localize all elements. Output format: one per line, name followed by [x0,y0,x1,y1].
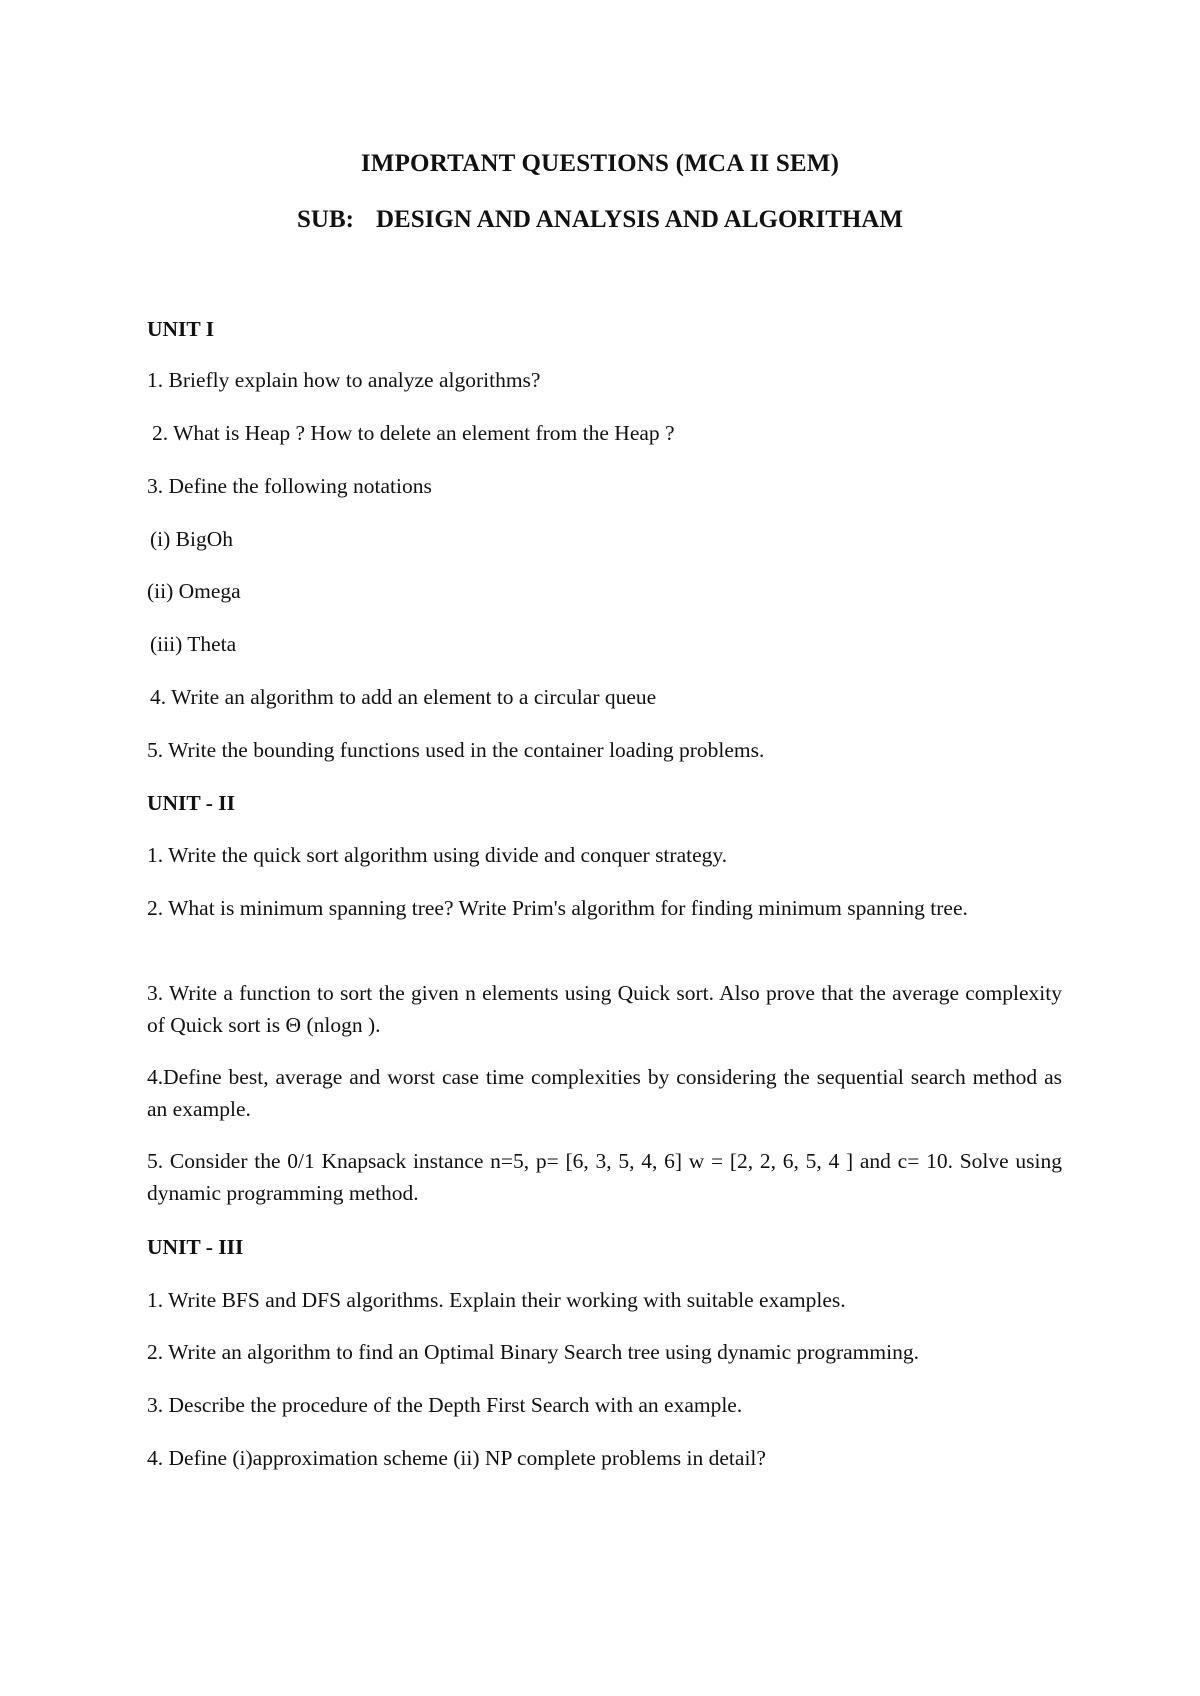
document-title: IMPORTANT QUESTIONS (MCA II SEM) [360,150,840,177]
unit-1-question-3-option-ii: (ii) Omega [147,579,241,603]
unit-2-question-1: 1. Write the quick sort algorithm using divide and conquer strategy. [147,843,728,867]
unit-1-question-2: 2. What is Heap ? How to delete an element from the Heap ? [152,421,675,445]
unit-1-question-1: 1. Briefly explain how to analyze algorithms? [147,368,541,392]
unit-1-question-3: 3. Define the following notations [147,474,432,498]
unit-3-question-1: 1. Write BFS and DFS algorithms. Explain their working with suitable examples. [147,1288,846,1312]
unit-2-question-4: 4.Define best, average and worst case time complexities by considering the sequential search method as an example. [147,1065,1062,1121]
unit-1-question-4: 4. Write an algorithm to add an element to a circular queue [150,685,657,709]
unit-2-question-5: 5. Consider the 0/1 Knapsack instance n=5, p= [6, 3, 5, 4, 6] w = [2, 2, 6, 5, 4 ] and c= 10. Solve using dynamic programming method. [147,1149,1062,1205]
subject-line [0,206,1200,234]
unit-1-question-5: 5. Write the bounding functions used in the container loading problems. [147,738,765,762]
unit-2-heading: UNIT - II [147,791,236,815]
subject-name: DESIGN AND ANALYSIS AND ALGORITHAM [375,206,903,233]
unit-1-question-3-option-iii: (iii) Theta [150,632,237,656]
unit-2-question-2: 2. What is minimum spanning tree? Write Prim's algorithm for finding minimum spanning tree. [147,896,968,920]
unit-2-question-3: 3. Write a function to sort the given n elements using Quick sort. Also prove that the average complexity of Quick sort is Θ (nlogn ). [147,981,1062,1037]
unit-3-question-2: 2. Write an algorithm to find an Optimal Binary Search tree using dynamic programming. [147,1340,919,1364]
unit-3-heading: UNIT - III [147,1235,244,1259]
subject-label: SUB: [297,206,354,233]
unit-1-question-3-option-i: (i) BigOh [150,527,234,551]
unit-3-question-4: 4. Define (i)approximation scheme (ii) NP complete problems in detail? [147,1446,766,1470]
unit-1-heading: UNIT I [147,317,215,341]
unit-3-question-3: 3. Describe the procedure of the Depth First Search with an example. [147,1393,743,1417]
